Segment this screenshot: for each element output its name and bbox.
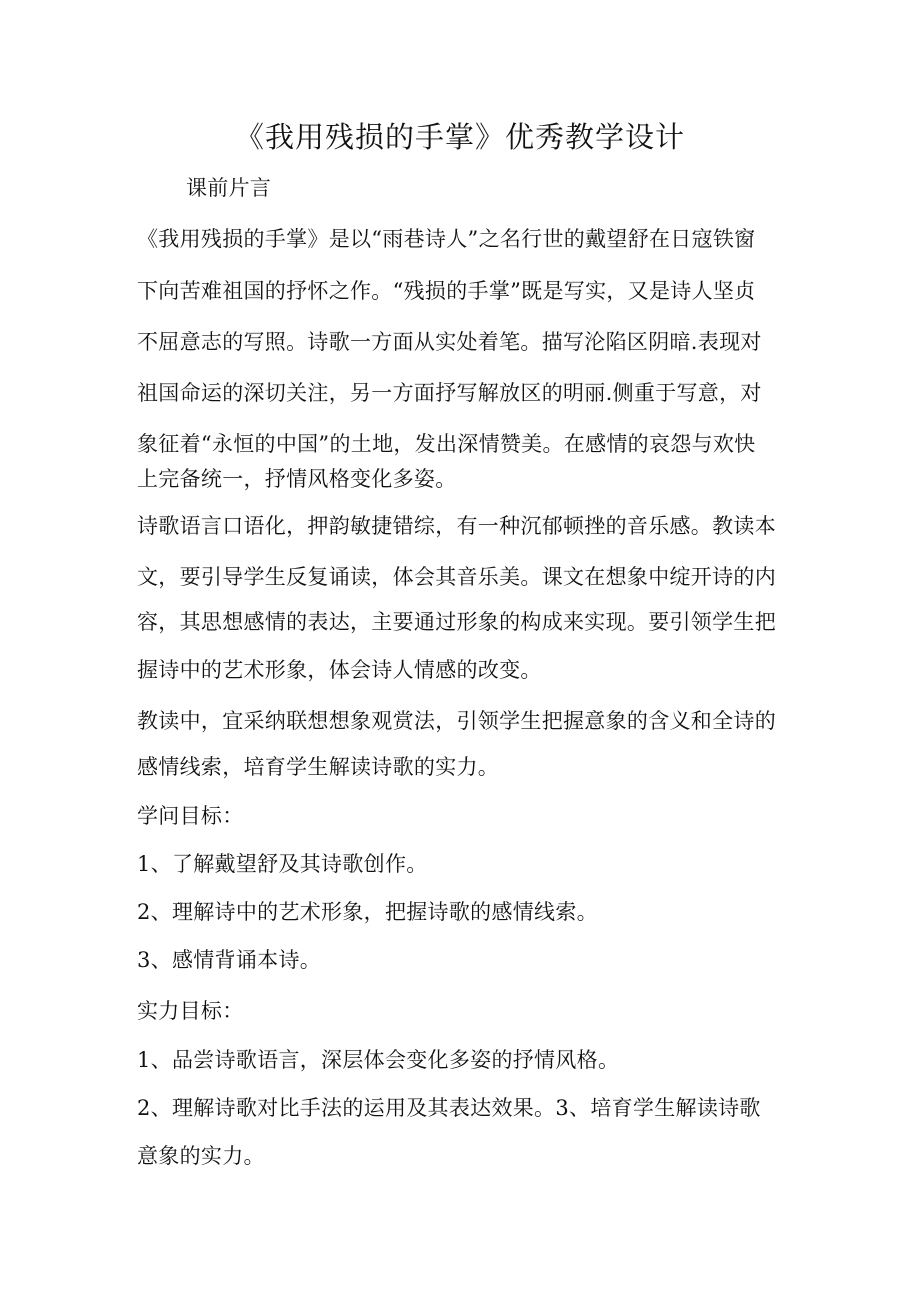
paragraph-1-line-2: 下向苦难祖国的抒怀之作。“残损的手掌”既是写实，又是诗人坚贞 <box>137 279 756 303</box>
ability-goal-item: 2、理解诗歌对比手法的运用及其表达效果。3、培育学生解读诗歌 <box>137 1096 761 1120</box>
knowledge-goals-heading: 学问目标： <box>137 804 244 828</box>
ability-goal-item: 1、品尝诗歌语言，深层体会变化多姿的抒情风格。 <box>137 1048 620 1072</box>
section-heading-intro: 课前片言 <box>186 176 272 200</box>
paragraph-3-line-1: 教读中，宜采纳联想想象观赏法，引领学生把握意象的含义和全诗的 <box>137 709 776 733</box>
paragraph-2-line-4: 握诗中的艺术形象，体会诗人情感的改变。 <box>137 658 542 682</box>
knowledge-goal-item: 3、感情背诵本诗。 <box>137 948 322 972</box>
paragraph-1-line-4: 祖国命运的深切关注，另一方面抒写解放区的明丽.侧重于写意，对 <box>137 381 762 405</box>
knowledge-goal-item: 2、理解诗中的艺术形象，把握诗歌的感情线索。 <box>137 900 598 924</box>
paragraph-1-line-1: 《我用残损的手掌》是以“雨巷诗人”之名行世的戴望舒在日寇铁窗 <box>137 227 756 251</box>
document-title: 《我用残损的手掌》优秀教学设计 <box>234 120 685 154</box>
ability-goal-item-continued: 意象的实力。 <box>137 1144 265 1168</box>
paragraph-2-line-1: 诗歌语言口语化，押韵敏捷错综，有一种沉郁顿挫的音乐感。教读本 <box>137 514 776 538</box>
ability-goals-heading: 实力目标： <box>137 999 244 1023</box>
paragraph-2-line-3: 容，其思想感情的表达，主要通过形象的构成来实现。要引领学生把 <box>137 610 776 634</box>
paragraph-3-line-2: 感情线索，培育学生解读诗歌的实力。 <box>137 755 500 779</box>
paragraph-1-line-3: 不屈意志的写照。诗歌一方面从实处着笔。描写沦陷区阴暗.表现对 <box>137 330 762 354</box>
knowledge-goal-item: 1、了解戴望舒及其诗歌创作。 <box>137 852 428 876</box>
paragraph-2-line-2: 文，要引导学生反复诵读，体会其音乐美。课文在想象中绽开诗的内 <box>137 565 776 589</box>
paragraph-1-line-6: 上完备统一，抒情风格变化多姿。 <box>137 467 457 491</box>
paragraph-1-line-5: 象征着“永恒的中国”的土地，发出深情赞美。在感情的哀怨与欢快 <box>137 432 756 456</box>
